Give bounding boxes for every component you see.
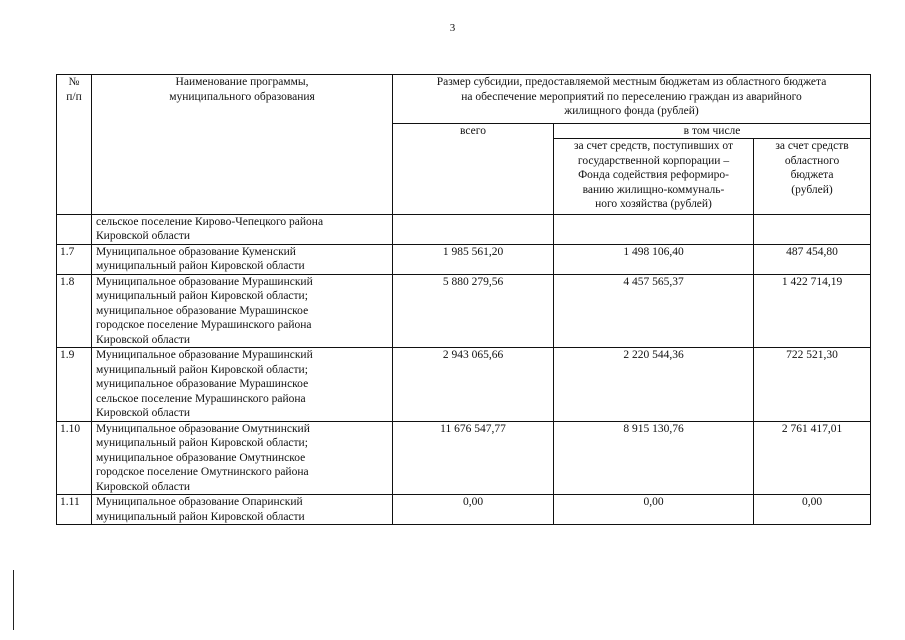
page-number: 3 [449,22,456,34]
header-fund-column: за счет средств, поступивших от государственной корпорации – Фонда содействия реформиро- ванию жилищно-коммуналь- ного хозяйства (рублей) [554,139,754,215]
row-fund: 8 915 130,76 [554,421,754,495]
row-regional: 722 521,30 [754,348,871,422]
row-total: 2 943 065,66 [393,348,554,422]
row-total: 1 985 561,20 [393,244,554,274]
row-regional: 1 422 714,19 [754,274,871,348]
row-name: Муниципальное образование Опаринский муниципальный район Кировской области [92,495,393,525]
row-fund: 0,00 [554,495,754,525]
row-name: Муниципальное образование Мурашинский муниципальный район Кировской области; муниципальное образование Мурашинское сельское поселение Мурашинского района Кировской области [92,348,393,422]
row-fund: 2 220 544,36 [554,348,754,422]
table-row [57,348,871,422]
row-number [57,214,92,244]
header-number: № п/п [57,75,92,215]
header-program-name: Наименование программы, муниципального образования [92,75,393,215]
row-number: 1.8 [57,274,92,348]
row-fund [554,214,754,244]
header-row-1 [57,75,871,124]
table-row [57,495,871,525]
table-row [57,214,871,244]
row-name: Муниципальное образование Омутнинский муниципальный район Кировской области; муниципальное образование Омутнинское городское поселение Омутнинского района Кировской области [92,421,393,495]
row-total: 11 676 547,77 [393,421,554,495]
row-name: Муниципальное образование Куменский муниципальный район Кировской области [92,244,393,274]
row-regional [754,214,871,244]
row-regional: 2 761 417,01 [754,421,871,495]
row-fund: 1 498 106,40 [554,244,754,274]
scan-margin-line [13,570,14,630]
header-subsidy-size: Размер субсидии, предоставляемой местным бюджетам из областного бюджета на обеспечение мероприятий по переселению граждан из аварийного жилищного фонда (рублей) [393,75,871,124]
row-name: сельское поселение Кирово-Чепецкого района Кировской области [92,214,393,244]
header-total: всего [393,123,554,214]
table-row [57,244,871,274]
row-name: Муниципальное образование Мурашинский муниципальный район Кировской области; муниципальное образование Мурашинское городское поселение Мурашинского района Кировской области [92,274,393,348]
table-row [57,421,871,495]
row-regional: 0,00 [754,495,871,525]
row-number: 1.10 [57,421,92,495]
row-number: 1.11 [57,495,92,525]
row-number: 1.9 [57,348,92,422]
subsidy-table [56,74,871,525]
row-regional: 487 454,80 [754,244,871,274]
row-total [393,214,554,244]
row-total: 5 880 279,56 [393,274,554,348]
header-including: в том числе [554,123,871,139]
row-total: 0,00 [393,495,554,525]
header-regional-column: за счет средств областного бюджета (рублей) [754,139,871,215]
row-fund: 4 457 565,37 [554,274,754,348]
row-number: 1.7 [57,244,92,274]
table-row [57,274,871,348]
